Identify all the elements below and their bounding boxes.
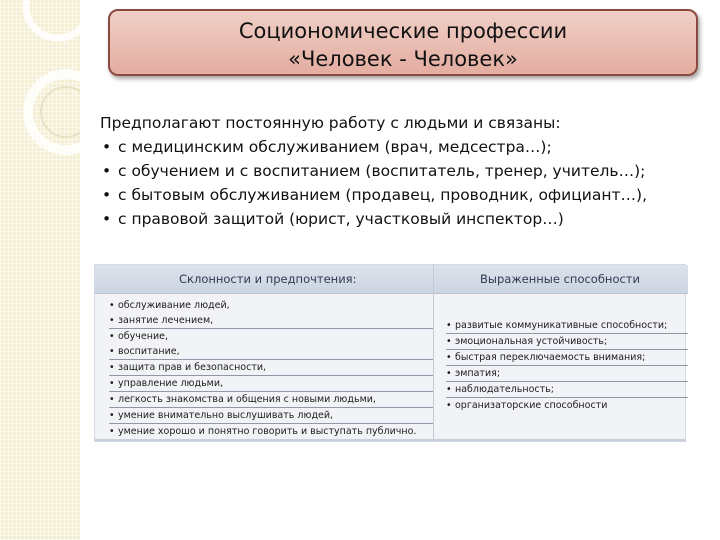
list-item: • умение внимательно выслушивать людей, — [109, 408, 433, 424]
list-item: • быстрая переключаемость внимания; — [446, 350, 688, 366]
list-item: • обучение, — [109, 331, 169, 342]
preferences-header: Склонности и предпочтения: — [95, 265, 433, 294]
list-item: • защита прав и безопасности, — [109, 360, 433, 376]
bullet-icon: • — [102, 162, 112, 180]
list-item: • эмоциональная устойчивость; — [446, 334, 688, 350]
title-line-1: Социономические профессии — [238, 19, 568, 43]
intro-bullet-item: • с правовой защитой (юрист, участковый инспектор…) — [100, 207, 700, 231]
bullet-icon: • — [102, 138, 112, 156]
intro-lead: Предполагают постоянную работу с людьми и связаны: — [100, 114, 561, 132]
list-item: • организаторские способности — [446, 400, 608, 411]
abilities-list — [434, 294, 688, 413]
list-item: • легкость знакомства и общения с новыми людьми, — [109, 392, 433, 408]
bullet-icon: • — [102, 186, 112, 204]
intro-bullet-item: • с медицинским обслуживанием (врач, медсестра…); — [100, 135, 700, 159]
list-item: • управление людьми, — [109, 376, 433, 392]
list-item: • занятие лечением, — [109, 313, 433, 329]
slide-title-box — [108, 9, 698, 76]
decorative-rings-icon — [0, 0, 80, 540]
list-item: • эмпатия; — [446, 366, 688, 382]
preferences-column — [95, 265, 433, 441]
list-item: • развитые коммуникативные способности; — [446, 318, 688, 334]
list-item: • наблюдательность; — [446, 382, 688, 398]
decorative-side-band — [0, 0, 80, 540]
preferences-list — [95, 294, 433, 439]
abilities-column — [433, 265, 688, 441]
list-item: • обслуживание людей, — [109, 300, 230, 311]
intro-text-block — [100, 111, 700, 231]
intro-bullet-item: • с обучением и с воспитанием (воспитатель, тренер, учитель…); — [100, 159, 700, 183]
bullet-icon: • — [102, 210, 112, 228]
intro-bullet-item: • с бытовым обслуживанием (продавец, проводник, официант…), — [100, 183, 700, 207]
intro-bullet-list — [100, 135, 700, 231]
title-line-2: «Человек - Человек» — [288, 47, 518, 71]
list-item: • воспитание, — [109, 344, 433, 360]
list-item: • умение хорошо и понятно говорить и выступать публично. — [109, 426, 417, 437]
abilities-header: Выраженные способности — [434, 265, 688, 294]
abilities-table — [94, 264, 686, 442]
